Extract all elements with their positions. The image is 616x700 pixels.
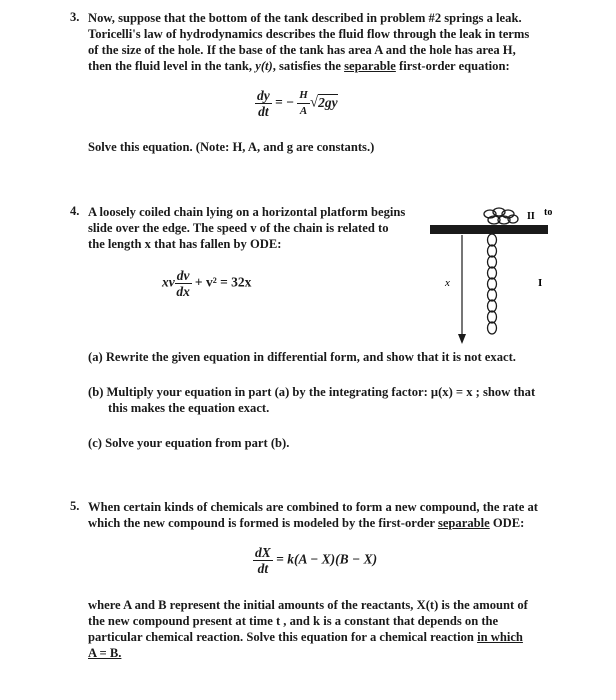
platform [430,225,548,234]
problem-4-number: 4. [70,204,80,218]
problem-3-line-2: Toricelli's law of hydrodynamics describes the fluid flow through the leak in terms [88,27,530,41]
problem-5-number: 5. [70,499,80,513]
label-ii: II [527,211,535,222]
problem-4-part-b-line-2: this makes the equation exact. [108,401,270,415]
problem-5-line-5: particular chemical reaction. Solve this equation for a chemical reaction in which [88,630,523,644]
problem-5-line-1: When certain kinds of chemicals are combined to form a new compound, the rate at [88,500,538,514]
arrow-head [458,334,466,344]
problem-3-number: 3. [70,10,80,24]
label-i: I [538,277,543,289]
chain-coil [484,208,518,224]
problem-3-line-4: then the fluid level in the tank, y(t), satisfies the separable first-order equation: [88,59,510,73]
problem-4-part-b-line-1: (b) Multiply your equation in part (a) by the integrating factor: μ(x) = x ; show that [88,385,536,399]
problem-5-line-2: which the new compound is formed is modeled by the first-order separable ODE: [88,516,525,530]
problem-4-part-c: (c) Solve your equation from part (b). [88,436,290,450]
problem-4-line-1: A loosely coiled chain lying on a horizontal platform begins [88,205,406,219]
problem-4-line-3: the length x that has fallen by ODE: [88,237,282,251]
problem-5-line-3: where A and B represent the initial amounts of the reactants, X(t) is the amount of [88,598,528,612]
problem-5-line-6: A = B. [88,646,122,660]
problem-3-line-3: of the size of the hole. If the base of the tank has area A and the hole has area H, [88,43,516,57]
problem-5-equation: $\frac{dX}{dt}$ = k(A − X)(B − X) [255,545,378,576]
label-x: x [445,277,450,289]
problem-4-line-2: slide over the edge. The speed v of the chain is related to [88,221,389,235]
chain-figure [428,198,578,348]
problem-4-part-a: (a) Rewrite the given equation in differential form, and show that it is not exact. [88,350,516,364]
problem-4-equation: xv $\frac{dv}{dx}$ + v² = 32x [162,268,252,299]
problem-5-line-4: the new compound present at time t , and k is a constant that depends on the [88,614,499,628]
problem-3-line-1: Now, suppose that the bottom of the tank described in problem #2 springs a leak. [88,11,522,25]
hanging-chain [488,234,497,334]
problem-3-solve: Solve this equation. (Note: H, A, and g are constants.) [88,140,375,154]
problem-3-equation: $\frac{dy}{dt}$ = − $\frac{H}{A}$ √2gy [257,88,338,119]
label-to: to [544,207,553,218]
